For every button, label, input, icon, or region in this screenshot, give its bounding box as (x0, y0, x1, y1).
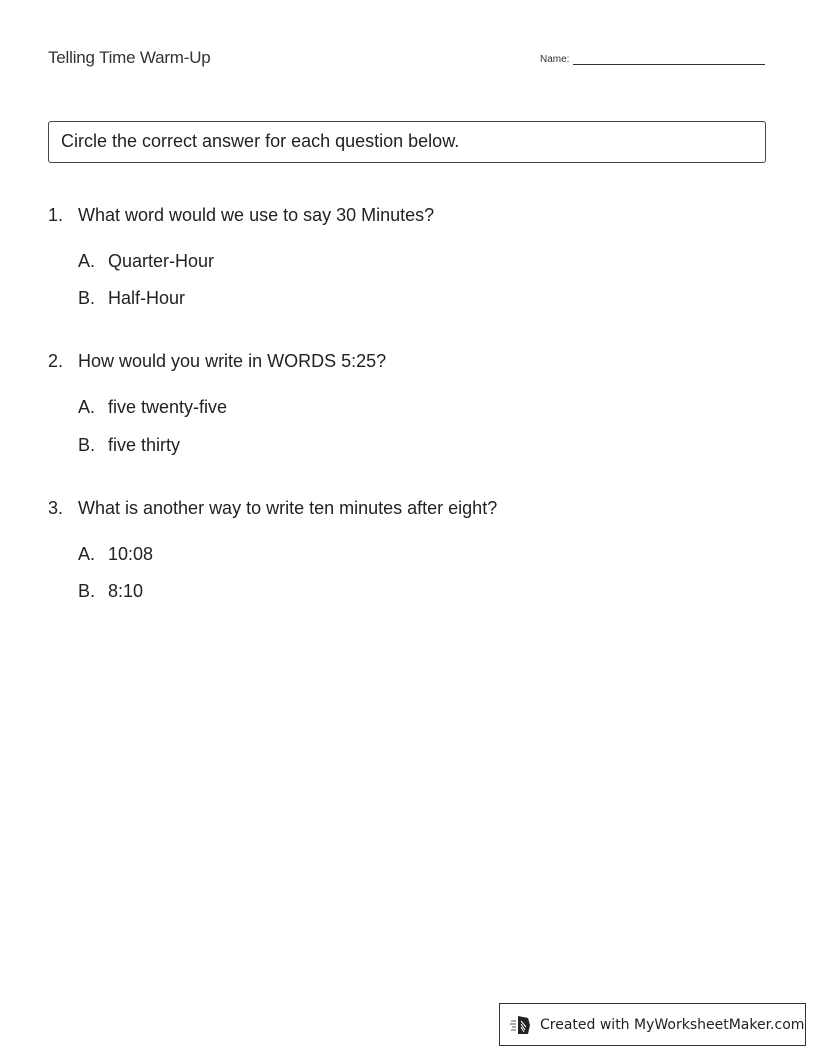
option-text: Half-Hour (108, 288, 186, 308)
option-letter: B. (78, 435, 96, 455)
question-text: What word would we use to say 30 Minutes? (78, 205, 435, 225)
worksheet-logo-icon (510, 1013, 534, 1037)
name-line[interactable] (573, 50, 765, 65)
option-2a[interactable] (78, 397, 227, 418)
option-text: five twenty-five (108, 397, 228, 417)
option-text: 8:10 (108, 581, 144, 601)
footer-badge[interactable] (499, 1003, 806, 1046)
option-letter: A. (78, 544, 96, 564)
question-number: 2. (48, 351, 64, 371)
option-letter: A. (78, 397, 96, 417)
question-text: How would you write in WORDS 5:25? (78, 351, 387, 371)
name-field (540, 50, 765, 65)
question-3 (48, 498, 497, 519)
name-label: Name: (540, 54, 570, 65)
question-2 (48, 351, 386, 372)
question-1 (48, 205, 434, 226)
option-letter: A. (78, 251, 96, 271)
instructions-box: Circle the correct answer for each question below. (48, 121, 766, 163)
question-text: What is another way to write ten minutes after eight? (78, 498, 498, 518)
question-number: 1. (48, 205, 64, 225)
option-text: 10:08 (108, 544, 154, 564)
option-2b[interactable] (78, 435, 180, 456)
option-text: Quarter-Hour (108, 251, 215, 271)
option-letter: B. (78, 581, 96, 601)
option-1b[interactable] (78, 288, 185, 309)
option-1a[interactable] (78, 251, 214, 272)
option-text: five thirty (108, 435, 181, 455)
option-3b[interactable] (78, 581, 143, 602)
question-number: 3. (48, 498, 64, 518)
option-letter: B. (78, 288, 96, 308)
option-3a[interactable] (78, 544, 153, 565)
footer-text: Created with MyWorksheetMaker.com (540, 1016, 805, 1033)
worksheet-title: Telling Time Warm-Up (48, 48, 211, 67)
